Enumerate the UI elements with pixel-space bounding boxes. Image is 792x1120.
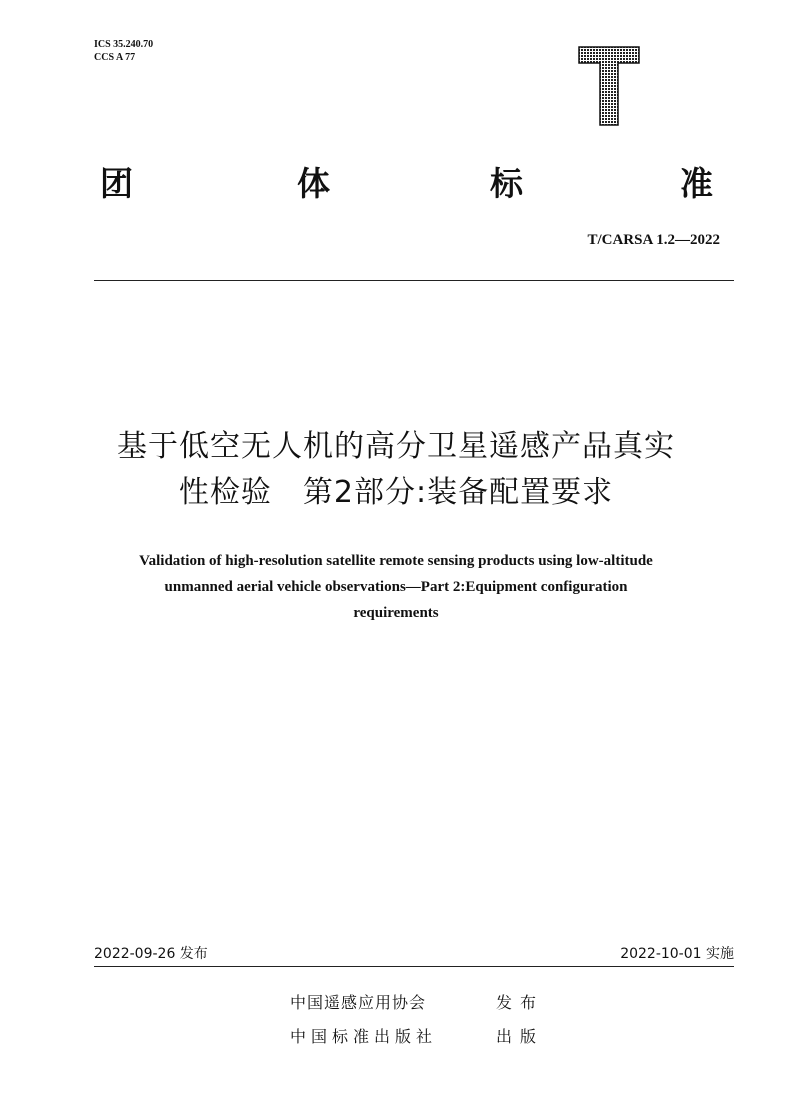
publication-date: 2022-09-26 发布 xyxy=(94,946,208,962)
category-char-1: 团 xyxy=(100,164,133,203)
category-char-4: 准 xyxy=(680,164,713,203)
bottom-divider xyxy=(94,966,734,967)
issuing-role: 发布 xyxy=(496,993,545,1012)
category-char-3: 标 xyxy=(490,164,523,203)
standard-category xyxy=(100,158,740,208)
category-char-2: 体 xyxy=(297,164,330,203)
english-title-line-1: Validation of high-resolution satellite remote sensing products using low-altitude xyxy=(139,553,653,569)
standard-t-logo xyxy=(578,46,640,126)
chinese-title xyxy=(40,424,752,516)
english-title-line-3: requirements xyxy=(353,605,439,621)
english-title-line-2: unmanned aerial vehicle observations—Part 2:Equipment configuration xyxy=(164,579,628,595)
implementation-date: 2022-10-01 实施 xyxy=(620,946,734,962)
classification-codes xyxy=(94,38,153,64)
english-title xyxy=(60,548,732,626)
chinese-title-line-1: 基于低空无人机的高分卫星遥感产品真实 xyxy=(117,429,675,464)
publishing-house: 中国标准出版社 xyxy=(290,1027,438,1046)
ics-code: ICS 35.240.70 xyxy=(94,39,154,50)
ccs-code: CCS A 77 xyxy=(94,52,136,63)
chinese-title-line-2: 性检验 第2部分:装备配置要求 xyxy=(178,475,614,510)
issuing-organization: 中国遥感应用协会 xyxy=(290,993,427,1012)
standard-number: T/CARSA 1.2—2022 xyxy=(587,232,720,248)
publishing-role: 出版 xyxy=(496,1027,545,1046)
top-divider xyxy=(94,280,734,281)
